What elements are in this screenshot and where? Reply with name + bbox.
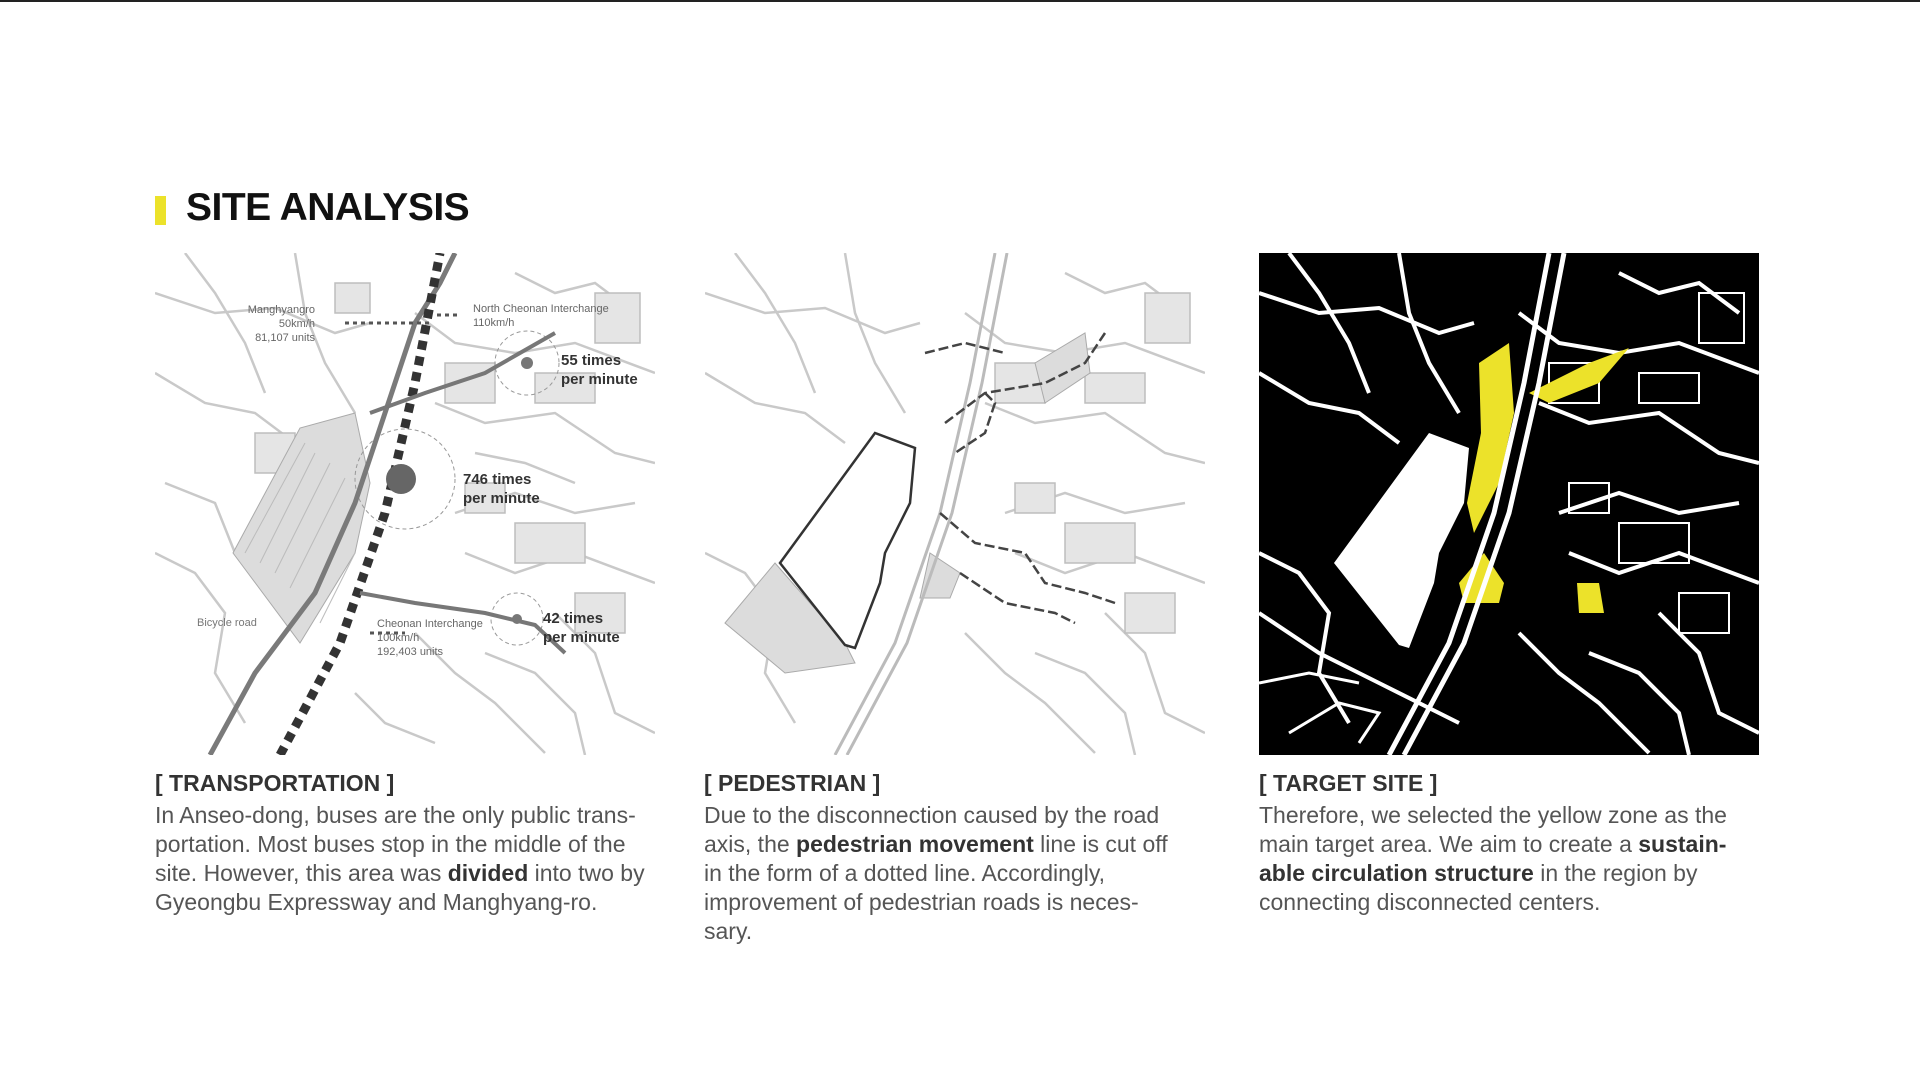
bus-stop-55 [521,357,533,369]
svg-text:100km/h: 100km/h [377,632,420,644]
svg-text:per minute: per minute [463,490,540,507]
svg-text:192,403 units: 192,403 units [377,646,444,658]
transportation-heading: [ TRANSPORTATION ] [155,770,395,796]
svg-text:North Cheonan Interchange: North Cheonan Interchange [473,303,609,315]
svg-text:746 times: 746 times [463,471,532,488]
svg-text:50km/h: 50km/h [278,318,315,330]
street-network [155,253,655,755]
pedestrian-body: Due to the disconnection caused by the road axis, the pedestrian movement line is cut off in the form of a dotted line. Accordingly, improvement of pedestrian roads is neces- sary. [704,802,1168,944]
svg-text:Cheonan Interchange: Cheonan Interchange [377,618,483,630]
pedestrian-map [705,253,1205,755]
cheonan-ic-label [377,618,483,658]
bus-stop-746 [386,464,416,494]
pedestrian-caption [704,770,1234,946]
target-site-body: Therefore, we selected the yellow zone as the main target area. We aim to create a sustain- able circulation structure in the region by connecting disconnected centers. [1259,802,1727,915]
transportation-body: In Anseo-dong, buses are the only public trans- portation. Most buses stop in the middle of the site. However, this area was divided into two by Gyeongbu Expressway and Manghyang-ro. [155,802,645,915]
svg-text:42 times: 42 times [543,610,604,627]
svg-text:110km/h: 110km/h [473,317,515,329]
transportation-map [155,253,655,755]
svg-text:Manghyangro: Manghyangro [247,304,315,316]
title-accent-bar [155,196,166,225]
bus-frequency-55-label [561,352,638,388]
page-title: SITE ANALYSIS [186,186,470,229]
transportation-caption [155,770,685,917]
target-site-heading: [ TARGET SITE ] [1259,770,1438,796]
svg-text:55 times: 55 times [561,352,622,369]
building-blocks [995,293,1190,633]
gray-zone-north [1035,333,1090,403]
target-site-caption [1259,770,1789,917]
target-site-map [1259,253,1759,755]
pedestrian-heading: [ PEDESTRIAN ] [704,770,881,796]
svg-text:per minute: per minute [561,371,638,388]
bicycle-road-label: Bicycle road [197,617,257,629]
svg-text:per minute: per minute [543,629,620,646]
north-ic-label [473,303,609,329]
manghyangro-label [248,304,316,344]
svg-text:81,107 units: 81,107 units [255,332,315,344]
top-rule [0,0,1920,2]
bus-stop-42 [512,614,522,624]
